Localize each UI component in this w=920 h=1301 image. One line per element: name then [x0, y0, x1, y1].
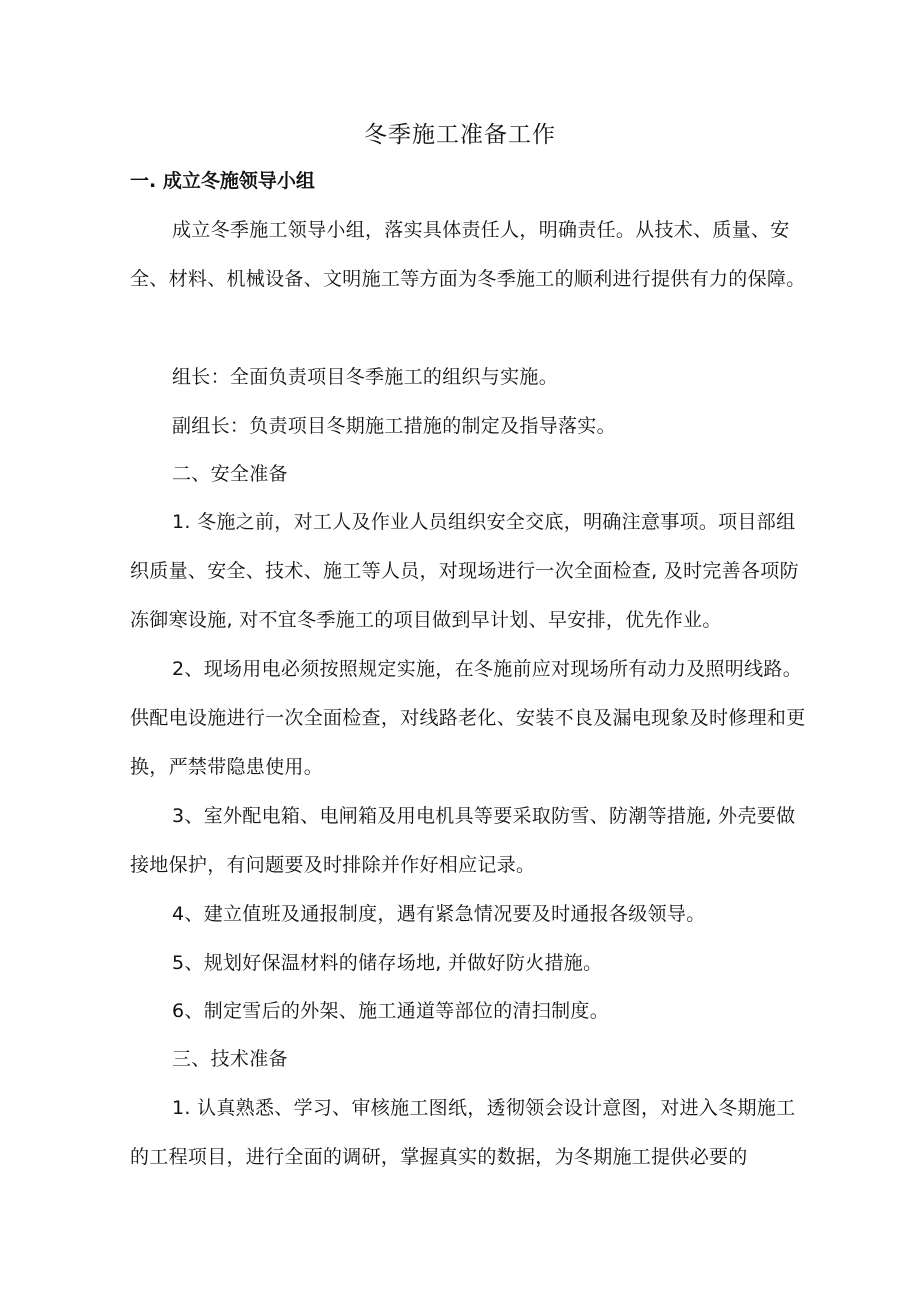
paragraph-safety-item-5: 5、规划好保温材料的储存场地, 并做好防火措施。 [172, 952, 603, 974]
paragraph-safety-item-1: 1. 冬施之前，对工人及作业人员组织安全交底，明确注意事项。项目部组织质量、安全、技术、施工等人员，对现场进行一次全面检查, 及时完善各项防冻御寒设施, 对不宜冬季施工的项目做到早计划、早安排，优先作业。 [130, 511, 799, 631]
paragraph-group-leader: 组长：全面负责项目冬季施工的组织与实施。 [172, 366, 559, 388]
paragraph-safety-item-3: 3、室外配电箱、电闸箱及用电机具等要采取防雪、防潮等措施, 外壳要做接地保护，有问题要及时排除并作好相应记录。 [130, 805, 796, 876]
section-heading-leadership: 一. 成立冬施领导小组 [130, 170, 315, 192]
paragraph-safety-item-4: 4、建立值班及通报制度，遇有紧急情况要及时通报各级领导。 [172, 903, 706, 925]
paragraph-deputy-leader: 副组长：负责项目冬期施工措施的制定及指导落实。 [172, 415, 616, 437]
paragraph-safety-item-6: 6、制定雪后的外架、施工通道等部位的清扫制度。 [172, 1000, 609, 1022]
paragraph-safety-item-2: 2、现场用电必须按照规定实施，在冬施前应对现场所有动力及照明线路。供配电设施进行一次全面检查，对线路老化、安装不良及漏电现象及时修理和更换，严禁带隐患使用。 [130, 658, 806, 778]
page-title: 冬季施工准备工作 [364, 122, 556, 148]
paragraph-technical-item-1: 1. 认真熟悉、学习、审核施工图纸，透彻领会设计意图，对进入冬期施工的工程项目，进行全面的调研，掌握真实的数据，为冬期施工提供必要的 [130, 1097, 796, 1168]
section-heading-safety: 二、安全准备 [172, 463, 288, 485]
paragraph-leadership-group: 成立冬季施工领导小组，落实具体责任人，明确责任。从技术、质量、安全、材料、机械设备、文明施工等方面为冬季施工的顺利进行提供有力的保障。 [130, 219, 806, 290]
section-heading-technical: 三、技术准备 [172, 1048, 288, 1070]
